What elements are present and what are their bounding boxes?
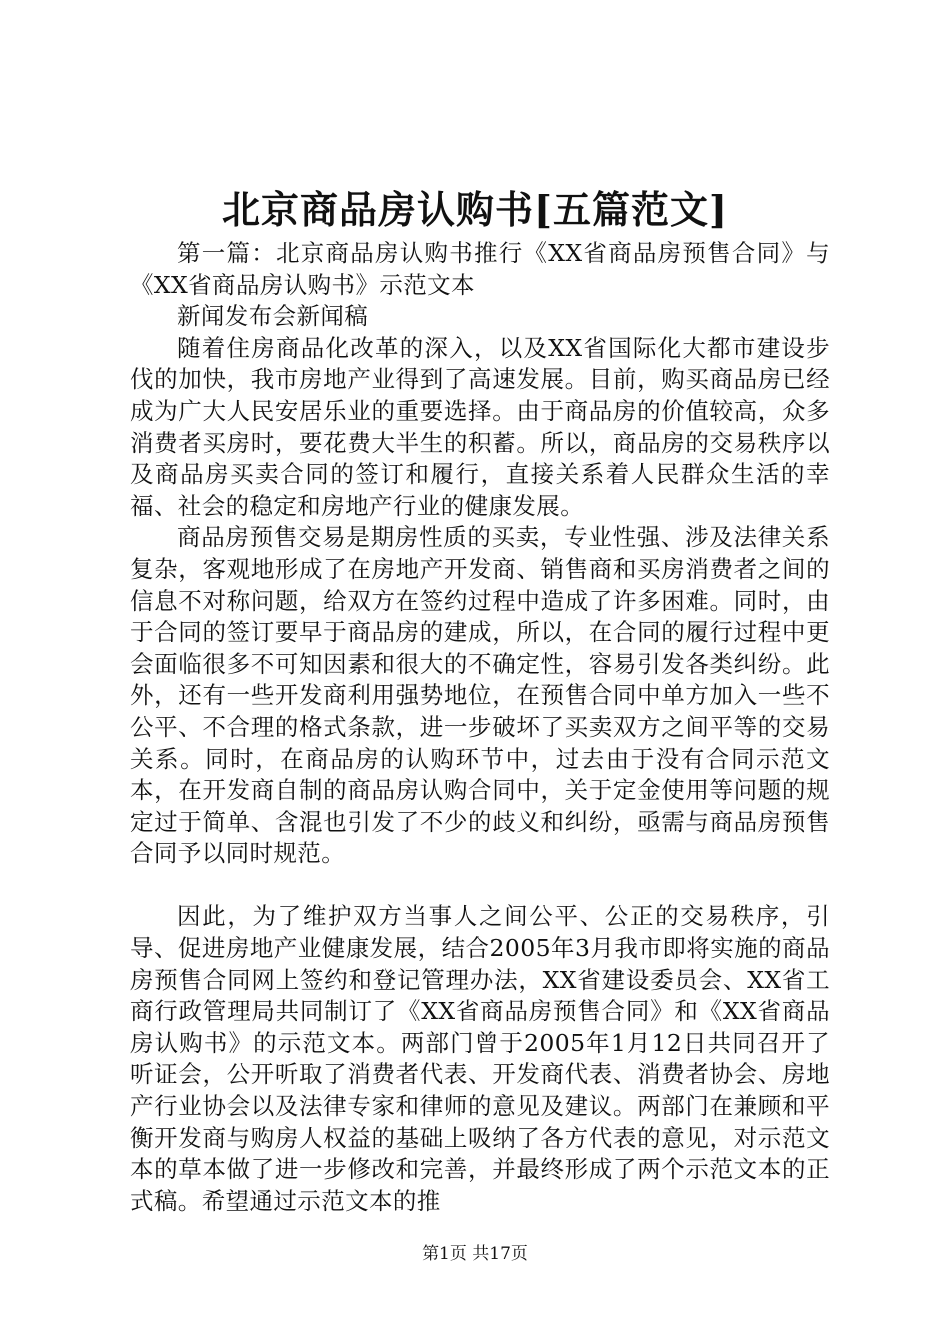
page-number-footer: 第1页 共17页 (422, 1244, 528, 1264)
document-body (130, 238, 830, 1217)
body-paragraph: 商品房预售交易是期房性质的买卖，专业性强、涉及法律关系复杂，客观地形成了在房地产开发商、销售商和买房消费者之间的信息不对称问题，给双方在签约过程中造成了许多困难。同时，由于合同的签订要早于商品房的建成，所以，在合同的履行过程中更会面临很多不可知因素和很大的不确定性，容易引发各类纠纷。此外，还有一些开发商利用强势地位，在预售合同中单方加入一些不公平、不合理的格式条款，进一步破坏了买卖双方之间平等的交易关系。同时，在商品房的认购环节中，过去由于没有合同示范文本，在开发商自制的商品房认购合同中，关于定金使用等问题的规定过于简单、含混也引发了不少的歧义和纠纷，亟需与商品房预售合同予以同时规范。 (130, 523, 830, 868)
document-title: 北京商品房认购书[五篇范文] (222, 187, 728, 232)
section-heading-paragraph: 第一篇：北京商品房认购书推行《XX省商品房预售合同》与《XX省商品房认购书》示范文本 (130, 239, 830, 299)
body-paragraph: 随着住房商品化改革的深入，以及XX省国际化大都市建设步伐的加快，我市房地产业得到了高速发展。目前，购买商品房已经成为广大人民安居乐业的重要选择。由于商品房的价值较高，众多消费者买房时，要花费大半生的积蓄。所以，商品房的交易秩序以及商品房买卖合同的签订和履行，直接关系着人民群众生活的幸福、社会的稳定和房地产行业的健康发展。 (130, 333, 830, 520)
subheading-paragraph: 新闻发布会新闻稿 (177, 302, 369, 331)
body-paragraph: 因此，为了维护双方当事人之间公平、公正的交易秩序，引导、促进房地产业健康发展，结合2005年3月我市即将实施的商品房预售合同网上签约和登记管理办法，XX省建设委员会、XX省工商行政管理局共同制订了《XX省商品房预售合同》和《XX省商品房认购书》的示范文本。两部门曾于2005年1月12日共同召开了听证会，公开听取了消费者代表、开发商代表、消费者协会、房地产行业协会以及法律专家和律师的意见及建议。两部门在兼顾和平衡开发商与购房人权益的基础上吸纳了各方代表的意见，对示范文本的草本做了进一步修改和完善，并最终形成了两个示范文本的正式稿。希望通过示范文本的推 (130, 902, 830, 1215)
